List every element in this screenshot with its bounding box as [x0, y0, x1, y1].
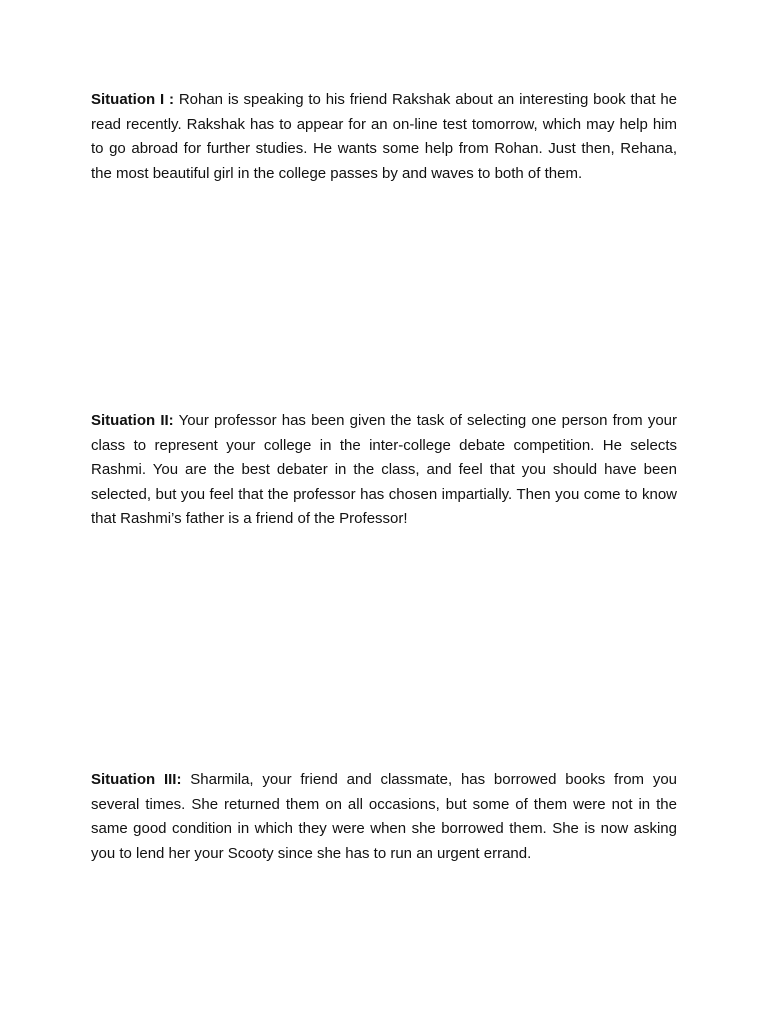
situation-1-label: Situation I : [91, 91, 174, 108]
situation-3-text: Sharmila, your friend and classmate, has borrowed books from you several times. She returned them on all occasions, but some of them were not in the same good condition in which they were when she borrowed them. She is now asking you to lend her your Scooty since she has to run an urgent errand. [91, 771, 678, 862]
situation-1-text: Rohan is speaking to his friend Rakshak about an interesting book that he read recently. Rakshak has to appear for an on-line test tomorrow, which may help him to go abroad for further studies. He wants some help from Rohan. Just then, Rehana, the most beautiful girl in the college passes by and waves to both of them. [91, 91, 677, 182]
situation-3-paragraph [91, 768, 677, 866]
situation-2-paragraph [91, 409, 677, 532]
situation-2-text: Your professor has been given the task of selecting one person from your class to represent your college in the inter-college debate competition. He selects Rashmi. You are the best debater in the class, and feel that you should have been selected, but you feel that the professor has chosen impartially. Then you come to know that Rashmi’s father is a friend of the Professor! [91, 412, 677, 528]
situation-3-label: Situation III: [91, 771, 182, 788]
situation-1-paragraph [91, 88, 677, 186]
situation-2-label: Situation II: [91, 412, 174, 429]
